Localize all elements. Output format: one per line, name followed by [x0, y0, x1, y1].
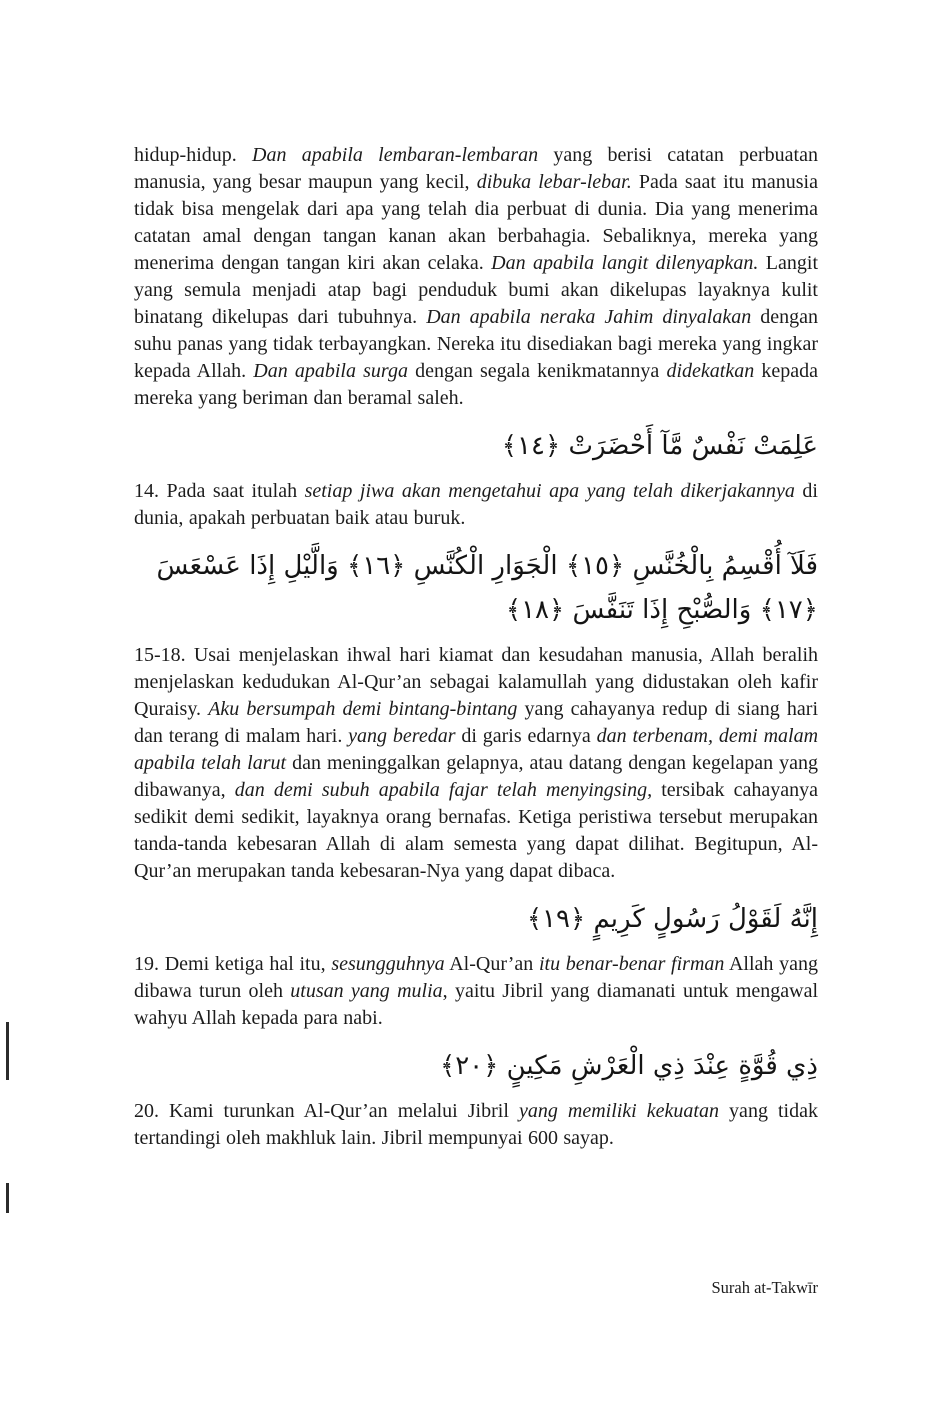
scan-artifact-mark — [6, 1183, 9, 1213]
surah-title: Surah at-Takwīr — [711, 1278, 818, 1297]
plain-text: di dunia, apakah perbuatan baik atau buruk. — [134, 480, 818, 529]
plain-text: 15-18. Usai menjelaskan ihwal hari kiamat dan kesudahan manusia, Allah beralih menjelaskan kedudukan Al-Qur’an sebagai kalamullah yang didustakan oleh kafir Quraisy. — [134, 644, 818, 720]
plain-text: dengan segala kenikmatannya — [407, 360, 667, 382]
plain-text: Al-Qur’an — [444, 953, 539, 975]
emphasized-text: setiap jiwa akan mengetahui apa yang telah dikerjakannya — [304, 480, 795, 502]
plain-text: hidup-hidup. — [134, 144, 253, 166]
emphasized-text: Dan apabila neraka Jahim dinyalakan — [426, 306, 752, 328]
page-footer — [711, 1278, 818, 1298]
arabic-verse-19: إِنَّهُ لَقَوْلُ رَسُولٍ كَرِيمٍ ﴿١٩﴾ — [526, 904, 818, 934]
emphasized-text: Dan apabila lembaran-lembaran — [252, 144, 539, 166]
scan-artifact-mark — [6, 1022, 9, 1080]
arabic-verse-20: ذِي قُوَّةٍ عِنْدَ ذِي الْعَرْشِ مَكِينٍ ﴿٢٠﴾ — [439, 1051, 818, 1081]
plain-text: 20. Kami turunkan Al-Qur’an melalui Jibril — [134, 1100, 519, 1122]
emphasized-text: dan demi subuh apabila fajar telah menyingsing, — [234, 779, 653, 801]
emphasized-text: didekatkan — [666, 360, 755, 382]
commentary-paragraph-14 — [134, 478, 818, 532]
plain-text: yang berisi catatan perbuatan manusia, yang besar maupun yang kecil, — [134, 144, 818, 193]
plain-text: dengan suhu panas yang tidak terbayangkan. Nereka itu disediakan bagi mereka yang ingkar kepada Allah. — [134, 306, 818, 382]
emphasized-text: yang beredar — [348, 725, 456, 747]
emphasized-text: itu benar-benar firman — [538, 953, 725, 975]
plain-text: di garis edarnya — [455, 725, 597, 747]
emphasized-text: Dan apabila surga — [253, 360, 408, 382]
plain-text: Pada saat itu manusia tidak bisa mengelak dari apa yang telah dia perbuat di dunia. Dia yang menerima catatan amal dengan tangan kanan akan berbahagia. Sebaliknya, mereka yang menerima dengan tangan kiri akan celaka. — [134, 171, 818, 274]
commentary-paragraph-15-18 — [134, 642, 818, 885]
plain-text: yang cahayanya redup di siang hari dan terang di malam hari. — [134, 698, 819, 747]
commentary-paragraph-20 — [134, 1098, 818, 1152]
emphasized-text: Dan apabila langit dilenyapkan. — [491, 252, 759, 274]
commentary-paragraph-19 — [134, 951, 818, 1032]
emphasized-text: sesungguhnya — [331, 953, 445, 975]
plain-text: , yaitu Jibril yang diamanati untuk mengawal wahyu Allah kepada para nabi. — [134, 980, 819, 1029]
arabic-verses-15-18: فَلَآ أُقْسِمُ بِالْخُنَّسِ ﴿١٥﴾ الْجَوَارِ الْكُنَّسِ ﴿١٦﴾ وَالَّيْلِ إِذَا عَسْعَسَ ﴿١٧﴾ وَالصُّبْحِ إِذَا تَنَفَّسَ ﴿١٨﴾ — [156, 551, 818, 625]
arabic-verse-14: عَلِمَتْ نَفْسٌ مَّآ أَحْضَرَتْ ﴿١٤﴾ — [501, 431, 818, 461]
plain-text: dan meninggalkan gelapnya, atau datang dengan kegelapan yang dibawanya, — [134, 752, 818, 801]
commentary-paragraph-intro — [134, 142, 818, 412]
plain-text: 19. Demi ketiga hal itu, — [134, 953, 332, 975]
plain-text: 14. Pada saat itulah — [134, 480, 305, 502]
emphasized-text: yang memiliki kekuatan — [518, 1100, 719, 1122]
plain-text: yang tidak tertandingi oleh makhluk lain. Jibril mempunyai 600 sayap. — [134, 1100, 818, 1149]
emphasized-text: Aku bersumpah demi bintang-bintang — [208, 698, 518, 720]
plain-text: Langit yang semula menjadi atap bagi penduduk bumi akan dikelupas layaknya kulit binatang dikelupas dari tubuhnya. — [134, 252, 819, 328]
emphasized-text: dan terbenam, demi malam apabila telah larut — [134, 725, 819, 774]
emphasized-text: dibuka lebar-lebar. — [476, 171, 632, 193]
plain-text: tersibak cahayanya sedikit demi sedikit, layaknya orang bernafas. Ketiga peristiwa tersebut merupakan tanda-tanda kebesaran Allah di alam semesta yang dapat dilihat. Begitupun, Al-Qur’an merupakan tanda kebesaran-Nya yang dapat dibaca. — [134, 779, 819, 882]
plain-text: Allah yang dibawa turun oleh — [134, 953, 818, 1002]
emphasized-text: utusan yang mulia — [290, 980, 443, 1002]
plain-text: kepada mereka yang beriman dan beramal saleh. — [134, 360, 818, 409]
